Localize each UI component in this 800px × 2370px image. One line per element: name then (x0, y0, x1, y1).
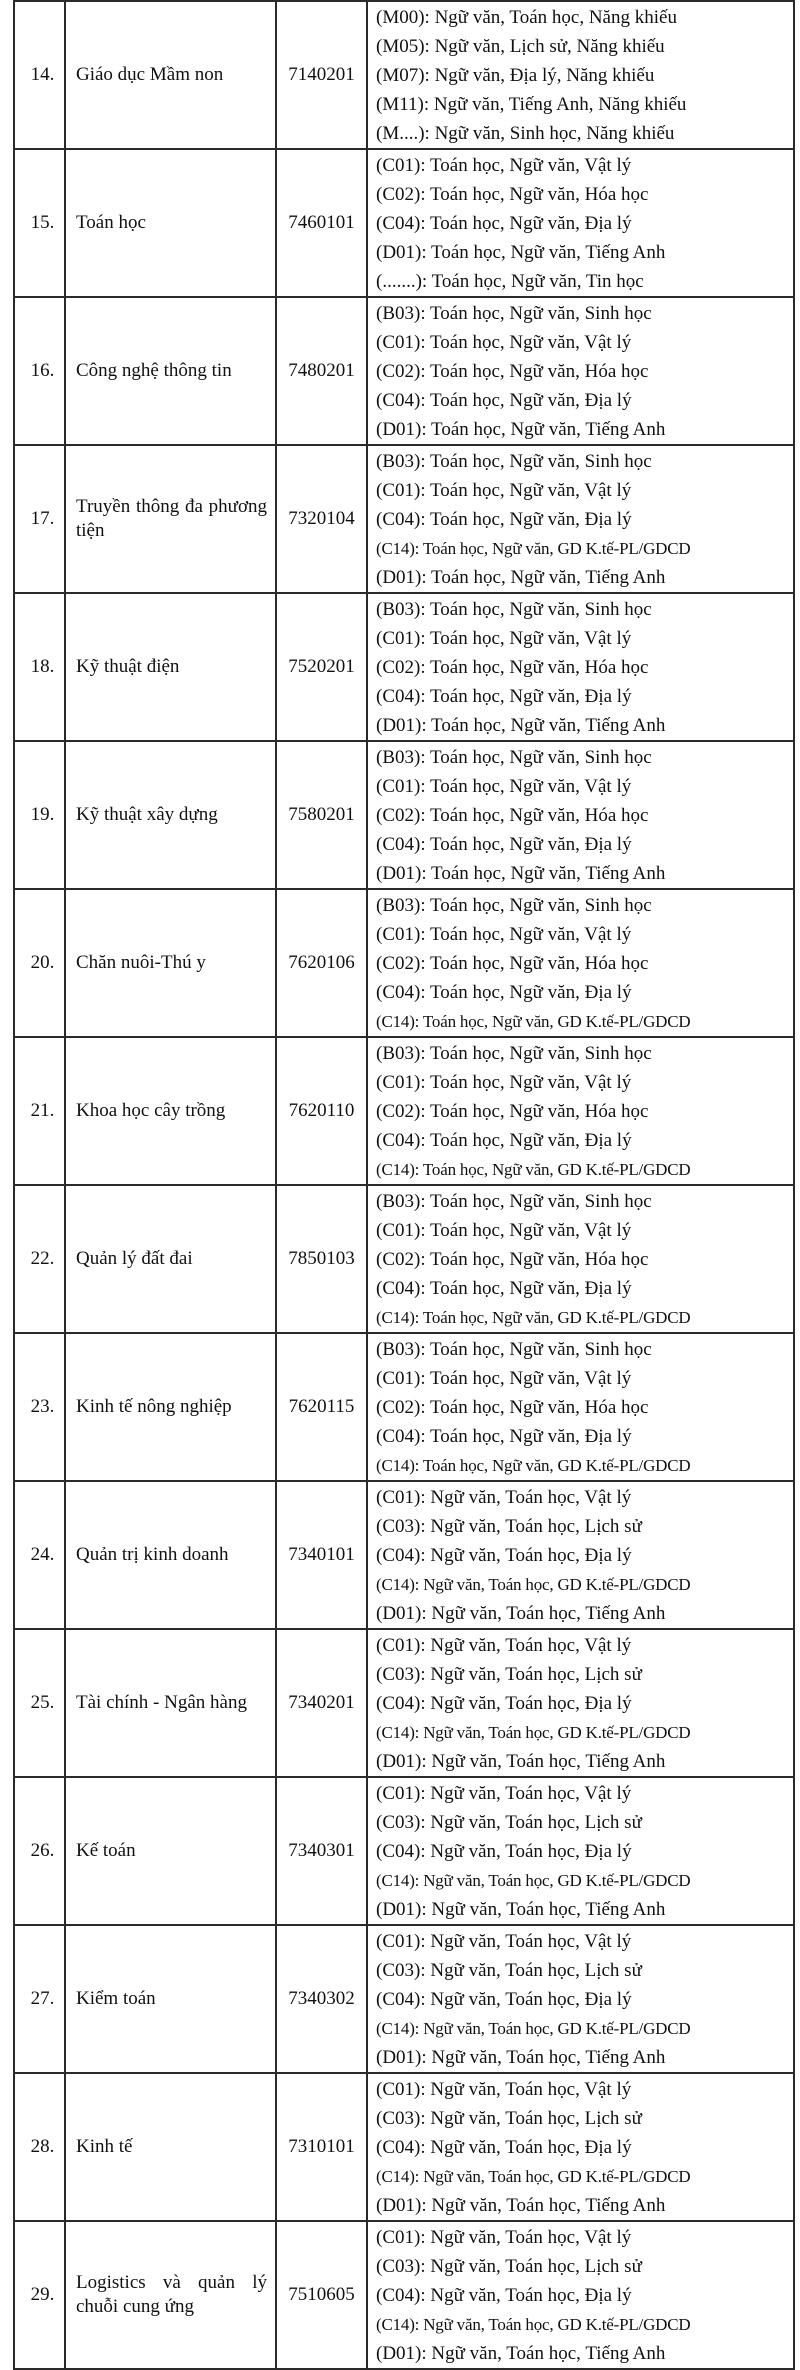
subject-combination-line: (C04): Ngữ văn, Toán học, Địa lý (376, 1693, 632, 1714)
subject-combination-line: (C03): Ngữ văn, Toán học, Lịch sử (376, 1960, 642, 1981)
table-row (14, 1925, 794, 2073)
subject-combinations (367, 2073, 794, 2221)
subject-combination-line: (B03): Toán học, Ngữ văn, Sinh học (376, 895, 652, 916)
subject-combination-line: (D01): Ngữ văn, Toán học, Tiếng Anh (376, 2047, 666, 2068)
subject-combination-line: (C14): Ngữ văn, Toán học, GD K.tế-PL/GDCD (376, 2315, 691, 2334)
subject-combination-line: (C01): Toán học, Ngữ văn, Vật lý (376, 1072, 632, 1093)
subject-combination-line: (M11): Ngữ văn, Tiếng Anh, Năng khiếu (376, 94, 687, 115)
table-row (14, 1, 794, 149)
row-number: 17. (14, 445, 65, 593)
subject-combination-line: (C14): Toán học, Ngữ văn, GD K.tế-PL/GDCD (376, 1308, 691, 1327)
admission-majors-table (13, 0, 795, 2370)
row-number: 26. (14, 1777, 65, 1925)
subject-combination-line: (C02): Toán học, Ngữ văn, Hóa học (376, 657, 649, 678)
subject-combination-line: (C03): Ngữ văn, Toán học, Lịch sử (376, 1812, 642, 1833)
subject-combination-line: (D01): Ngữ văn, Toán học, Tiếng Anh (376, 1603, 666, 1624)
subject-combination-line: (C14): Ngữ văn, Toán học, GD K.tế-PL/GDCD (376, 1871, 691, 1890)
major-code: 7620110 (276, 1037, 367, 1185)
subject-combination-line: (C14): Ngữ văn, Toán học, GD K.tế-PL/GDCD (376, 2167, 691, 2186)
subject-combinations (367, 889, 794, 1037)
subject-combination-line: (C02): Toán học, Ngữ văn, Hóa học (376, 1249, 649, 1270)
table-row (14, 2073, 794, 2221)
major-code: 7480201 (276, 297, 367, 445)
subject-combination-line: (C01): Ngữ văn, Toán học, Vật lý (376, 2079, 632, 2100)
subject-combination-line: (C14): Ngữ văn, Toán học, GD K.tế-PL/GDCD (376, 2019, 691, 2038)
subject-combinations (367, 1481, 794, 1629)
subject-combination-line: (C04): Toán học, Ngữ văn, Địa lý (376, 1278, 632, 1299)
major-code: 7580201 (276, 741, 367, 889)
major-name: Tài chính - Ngân hàng (65, 1629, 276, 1777)
subject-combination-line: (C01): Ngữ văn, Toán học, Vật lý (376, 1783, 632, 1804)
major-name: Truyền thông đa phương tiện (65, 445, 276, 593)
subject-combination-line: (M....): Ngữ văn, Sinh học, Năng khiếu (376, 123, 675, 144)
subject-combination-line: (C14): Ngữ văn, Toán học, GD K.tế-PL/GDCD (376, 1723, 691, 1742)
table-row (14, 1185, 794, 1333)
subject-combinations (367, 741, 794, 889)
table-body (14, 1, 794, 2369)
subject-combination-line: (D01): Toán học, Ngữ văn, Tiếng Anh (376, 715, 666, 736)
subject-combination-line: (C01): Toán học, Ngữ văn, Vật lý (376, 628, 632, 649)
subject-combination-line: (C01): Ngữ văn, Toán học, Vật lý (376, 1931, 632, 1952)
subject-combination-line: (C14): Toán học, Ngữ văn, GD K.tế-PL/GDCD (376, 1456, 691, 1475)
row-number: 15. (14, 149, 65, 297)
subject-combination-line: (C04): Ngữ văn, Toán học, Địa lý (376, 2137, 632, 2158)
subject-combination-line: (C04): Toán học, Ngữ văn, Địa lý (376, 1130, 632, 1151)
table-row (14, 149, 794, 297)
major-name: Công nghệ thông tin (65, 297, 276, 445)
row-number: 24. (14, 1481, 65, 1629)
major-code: 7310101 (276, 2073, 367, 2221)
table-row (14, 2221, 794, 2369)
subject-combination-line: (C14): Toán học, Ngữ văn, GD K.tế-PL/GDCD (376, 1160, 691, 1179)
table-row (14, 445, 794, 593)
subject-combination-line: (C03): Ngữ văn, Toán học, Lịch sử (376, 1664, 642, 1685)
major-code: 7460101 (276, 149, 367, 297)
subject-combination-line: (C01): Toán học, Ngữ văn, Vật lý (376, 155, 632, 176)
subject-combination-line: (C04): Toán học, Ngữ văn, Địa lý (376, 834, 632, 855)
subject-combination-line: (M07): Ngữ văn, Địa lý, Năng khiếu (376, 65, 655, 86)
subject-combination-line: (C03): Ngữ văn, Toán học, Lịch sử (376, 1516, 642, 1537)
major-code: 7510605 (276, 2221, 367, 2369)
subject-combination-line: (D01): Toán học, Ngữ văn, Tiếng Anh (376, 567, 666, 588)
major-name: Kế toán (65, 1777, 276, 1925)
subject-combination-line: (C01): Toán học, Ngữ văn, Vật lý (376, 332, 632, 353)
major-code: 7320104 (276, 445, 367, 593)
subject-combination-line: (B03): Toán học, Ngữ văn, Sinh học (376, 1339, 652, 1360)
subject-combination-line: (M05): Ngữ văn, Lịch sử, Năng khiếu (376, 36, 665, 57)
subject-combination-line: (C03): Ngữ văn, Toán học, Lịch sử (376, 2256, 642, 2277)
major-name: Logistics và quản lý chuỗi cung ứng (65, 2221, 276, 2369)
major-name: Giáo dục Mầm non (65, 1, 276, 149)
row-number: 16. (14, 297, 65, 445)
table-row (14, 1481, 794, 1629)
subject-combination-line: (C04): Ngữ văn, Toán học, Địa lý (376, 2285, 632, 2306)
subject-combination-line: (C01): Toán học, Ngữ văn, Vật lý (376, 776, 632, 797)
table-row (14, 297, 794, 445)
subject-combination-line: (C01): Toán học, Ngữ văn, Vật lý (376, 1368, 632, 1389)
subject-combinations (367, 1777, 794, 1925)
major-code: 7340302 (276, 1925, 367, 2073)
subject-combination-line: (C14): Ngữ văn, Toán học, GD K.tế-PL/GDCD (376, 1575, 691, 1594)
row-number: 22. (14, 1185, 65, 1333)
subject-combination-line: (C02): Toán học, Ngữ văn, Hóa học (376, 361, 649, 382)
subject-combination-line: (C03): Ngữ văn, Toán học, Lịch sử (376, 2108, 642, 2129)
subject-combinations (367, 1333, 794, 1481)
subject-combinations (367, 593, 794, 741)
major-name: Quản trị kinh doanh (65, 1481, 276, 1629)
subject-combination-line: (C04): Ngữ văn, Toán học, Địa lý (376, 1545, 632, 1566)
subject-combination-line: (D01): Toán học, Ngữ văn, Tiếng Anh (376, 863, 666, 884)
subject-combination-line: (C01): Ngữ văn, Toán học, Vật lý (376, 2227, 632, 2248)
subject-combination-line: (C02): Toán học, Ngữ văn, Hóa học (376, 184, 649, 205)
row-number: 23. (14, 1333, 65, 1481)
subject-combination-line: (C02): Toán học, Ngữ văn, Hóa học (376, 1397, 649, 1418)
subject-combination-line: (C01): Toán học, Ngữ văn, Vật lý (376, 924, 632, 945)
subject-combinations (367, 1, 794, 149)
subject-combination-line: (D01): Toán học, Ngữ văn, Tiếng Anh (376, 242, 666, 263)
subject-combination-line: (C04): Toán học, Ngữ văn, Địa lý (376, 213, 632, 234)
subject-combination-line: (C01): Ngữ văn, Toán học, Vật lý (376, 1635, 632, 1656)
subject-combination-line: (D01): Ngữ văn, Toán học, Tiếng Anh (376, 1899, 666, 1920)
subject-combinations (367, 2221, 794, 2369)
subject-combination-line: (B03): Toán học, Ngữ văn, Sinh học (376, 599, 652, 620)
major-code: 7340201 (276, 1629, 367, 1777)
major-name: Kỹ thuật xây dựng (65, 741, 276, 889)
subject-combination-line: (C01): Toán học, Ngữ văn, Vật lý (376, 1220, 632, 1241)
major-code: 7340101 (276, 1481, 367, 1629)
table-row (14, 1037, 794, 1185)
subject-combinations (367, 1037, 794, 1185)
major-code: 7340301 (276, 1777, 367, 1925)
table-row (14, 593, 794, 741)
subject-combination-line: (D01): Ngữ văn, Toán học, Tiếng Anh (376, 2195, 666, 2216)
major-name: Khoa học cây trồng (65, 1037, 276, 1185)
major-code: 7520201 (276, 593, 367, 741)
subject-combination-line: (B03): Toán học, Ngữ văn, Sinh học (376, 1043, 652, 1064)
subject-combination-line: (C02): Toán học, Ngữ văn, Hóa học (376, 953, 649, 974)
subject-combinations (367, 1629, 794, 1777)
subject-combination-line: (D01): Ngữ văn, Toán học, Tiếng Anh (376, 1751, 666, 1772)
subject-combination-line: (C14): Toán học, Ngữ văn, GD K.tế-PL/GDCD (376, 1012, 691, 1031)
table-row (14, 889, 794, 1037)
major-name: Chăn nuôi-Thú y (65, 889, 276, 1037)
subject-combination-line: (C04): Toán học, Ngữ văn, Địa lý (376, 509, 632, 530)
row-number: 25. (14, 1629, 65, 1777)
subject-combinations (367, 149, 794, 297)
major-name: Kỹ thuật điện (65, 593, 276, 741)
row-number: 27. (14, 1925, 65, 2073)
subject-combinations (367, 297, 794, 445)
row-number: 20. (14, 889, 65, 1037)
subject-combination-line: (C01): Ngữ văn, Toán học, Vật lý (376, 1487, 632, 1508)
major-code: 7620115 (276, 1333, 367, 1481)
subject-combinations (367, 1925, 794, 2073)
subject-combination-line: (C04): Toán học, Ngữ văn, Địa lý (376, 390, 632, 411)
subject-combination-line: (C04): Toán học, Ngữ văn, Địa lý (376, 1426, 632, 1447)
subject-combination-line: (B03): Toán học, Ngữ văn, Sinh học (376, 1191, 652, 1212)
subject-combinations (367, 1185, 794, 1333)
subject-combinations (367, 445, 794, 593)
major-name: Quản lý đất đai (65, 1185, 276, 1333)
major-code: 7850103 (276, 1185, 367, 1333)
row-number: 19. (14, 741, 65, 889)
row-number: 14. (14, 1, 65, 149)
subject-combination-line: (C02): Toán học, Ngữ văn, Hóa học (376, 1101, 649, 1122)
subject-combination-line: (C14): Toán học, Ngữ văn, GD K.tế-PL/GDCD (376, 539, 691, 558)
row-number: 28. (14, 2073, 65, 2221)
subject-combination-line: (C04): Toán học, Ngữ văn, Địa lý (376, 686, 632, 707)
subject-combination-line: (C04): Ngữ văn, Toán học, Địa lý (376, 1841, 632, 1862)
subject-combination-line: (M00): Ngữ văn, Toán học, Năng khiếu (376, 7, 677, 28)
subject-combination-line: (B03): Toán học, Ngữ văn, Sinh học (376, 747, 652, 768)
subject-combination-line: (D01): Ngữ văn, Toán học, Tiếng Anh (376, 2343, 666, 2364)
subject-combination-line: (D01): Toán học, Ngữ văn, Tiếng Anh (376, 419, 666, 440)
subject-combination-line: (B03): Toán học, Ngữ văn, Sinh học (376, 303, 652, 324)
subject-combination-line: (C02): Toán học, Ngữ văn, Hóa học (376, 805, 649, 826)
row-number: 21. (14, 1037, 65, 1185)
major-name: Kinh tế nông nghiệp (65, 1333, 276, 1481)
major-name: Kinh tế (65, 2073, 276, 2221)
subject-combination-line: (C04): Toán học, Ngữ văn, Địa lý (376, 982, 632, 1003)
subject-combination-line: (.......): Toán học, Ngữ văn, Tin học (376, 271, 644, 292)
major-code: 7620106 (276, 889, 367, 1037)
subject-combination-line: (B03): Toán học, Ngữ văn, Sinh học (376, 451, 652, 472)
row-number: 29. (14, 2221, 65, 2369)
subject-combination-line: (C04): Ngữ văn, Toán học, Địa lý (376, 1989, 632, 2010)
table-row (14, 1629, 794, 1777)
major-code: 7140201 (276, 1, 367, 149)
table-row (14, 1333, 794, 1481)
row-number: 18. (14, 593, 65, 741)
table-row (14, 741, 794, 889)
table-row (14, 1777, 794, 1925)
subject-combination-line: (C01): Toán học, Ngữ văn, Vật lý (376, 480, 632, 501)
major-name: Toán học (65, 149, 276, 297)
major-name: Kiểm toán (65, 1925, 276, 2073)
